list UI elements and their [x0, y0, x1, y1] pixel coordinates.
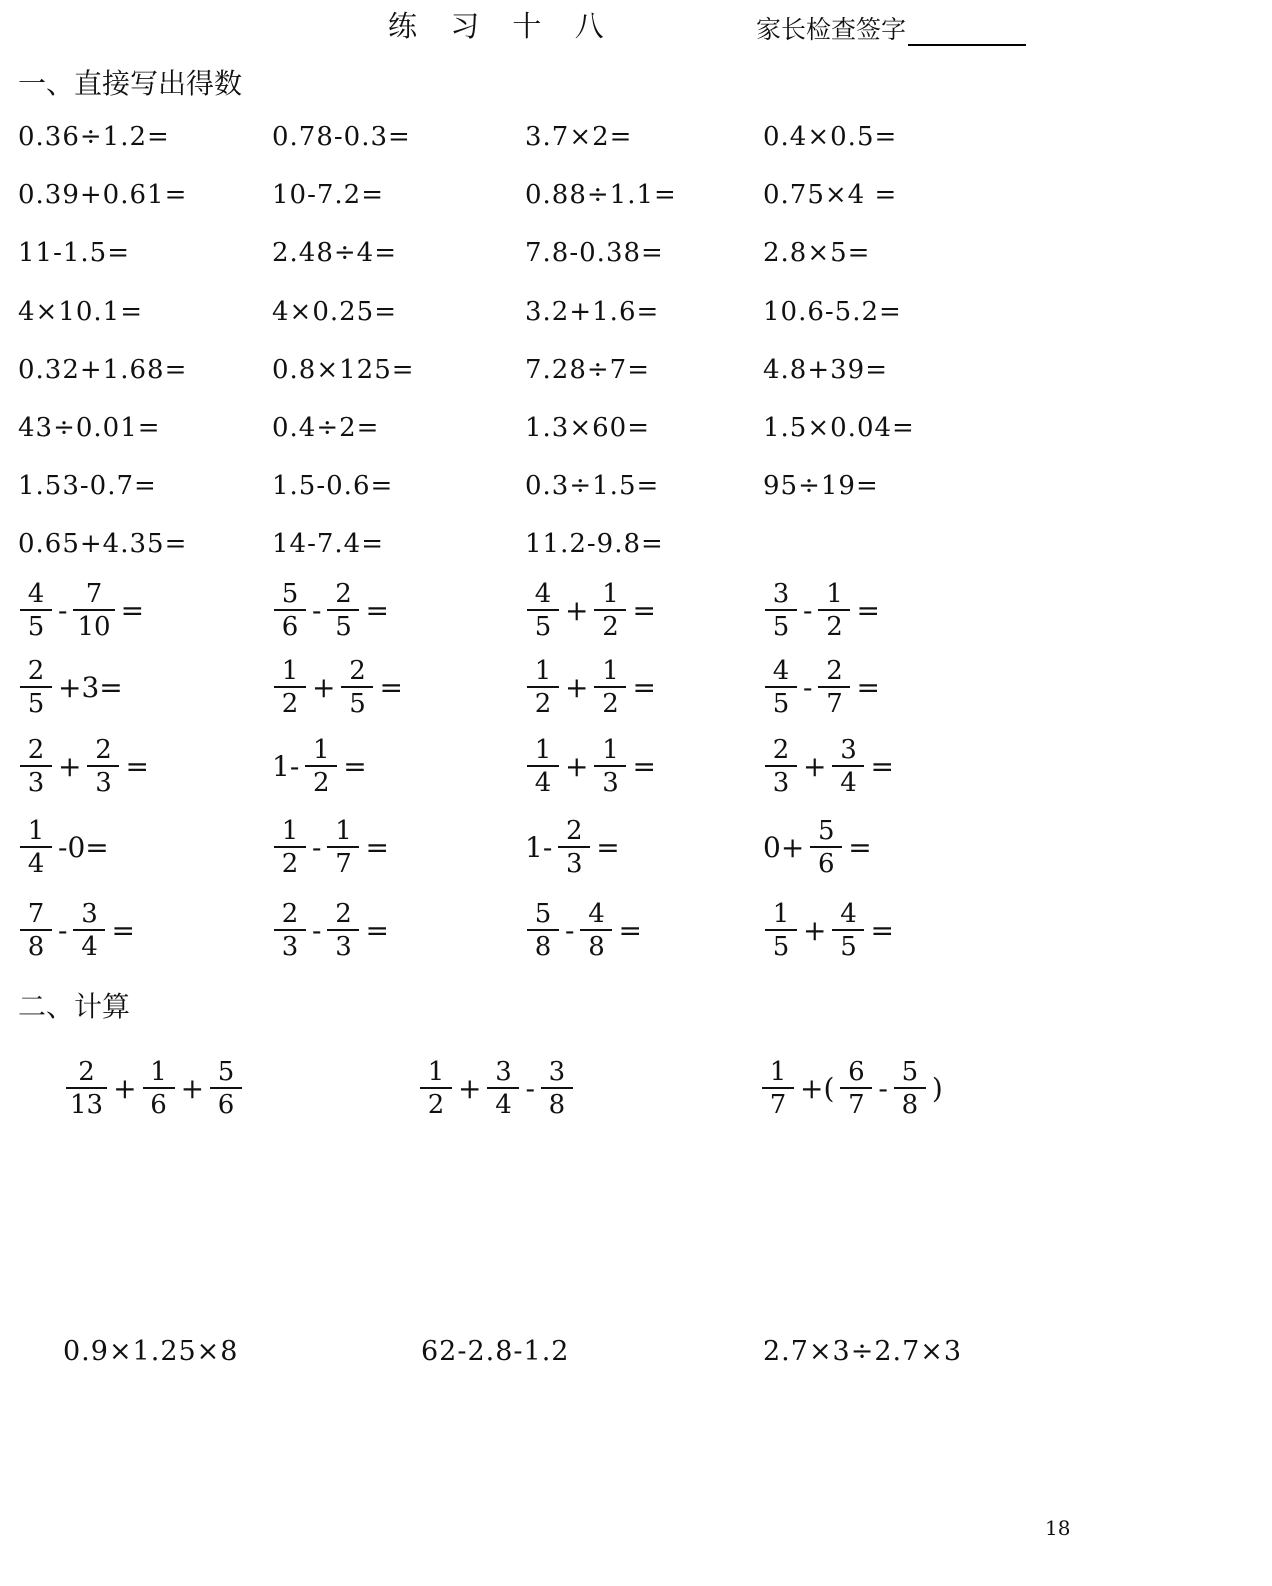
fraction — [818, 655, 850, 719]
operator: = — [632, 593, 656, 627]
denominator: 3 — [20, 765, 52, 796]
fraction — [66, 1056, 107, 1120]
numerator: 5 — [818, 815, 835, 846]
denominator: 3 — [87, 765, 119, 796]
fraction — [894, 1056, 926, 1120]
problem-item: 11.2-9.8= — [525, 529, 664, 560]
denominator: 5 — [765, 609, 797, 640]
fraction — [487, 1056, 519, 1120]
fraction — [420, 1056, 452, 1120]
denominator: 8 — [527, 929, 559, 960]
operator: - — [565, 913, 575, 947]
fraction — [274, 898, 306, 962]
fraction — [840, 1056, 872, 1120]
denominator: 4 — [832, 765, 864, 796]
numerator: 3 — [495, 1056, 512, 1087]
parent-signature — [756, 10, 1026, 46]
calc-problem: 0.9×1.25×8 — [63, 1336, 239, 1367]
operator: + — [565, 593, 589, 627]
numerator: 1 — [281, 815, 299, 846]
denominator: 5 — [527, 609, 559, 640]
problem-item: 1.5×0.04= — [763, 413, 915, 443]
denominator: 4 — [20, 846, 52, 877]
problem-item: 0.39+0.61= — [18, 180, 188, 211]
problem-item: 14-7.4= — [272, 529, 385, 560]
fraction — [305, 734, 337, 798]
denominator: 6 — [210, 1087, 242, 1118]
denominator: 2 — [594, 609, 626, 640]
operator: - — [312, 913, 322, 947]
fraction — [274, 655, 306, 719]
operator: + — [803, 913, 827, 947]
operator: - — [803, 593, 813, 627]
denominator: 8 — [541, 1087, 573, 1118]
calc-problem: 62-2.8-1.2 — [421, 1336, 570, 1367]
denominator: 2 — [818, 609, 850, 640]
fraction-problem — [761, 727, 896, 805]
fraction — [20, 815, 52, 879]
numerator: 3 — [548, 1056, 566, 1087]
denominator: 4 — [487, 1087, 519, 1118]
page-title: 练 习 十 八 — [388, 9, 616, 43]
fraction — [765, 898, 797, 962]
numerator: 1 — [281, 655, 299, 686]
operator: 1- — [272, 749, 300, 783]
fraction — [210, 1056, 242, 1120]
fraction-problem — [761, 891, 896, 969]
fraction — [327, 898, 359, 962]
problem-item: 0.65+4.35= — [18, 529, 188, 560]
operator: + — [458, 1071, 482, 1105]
denominator: 13 — [66, 1087, 107, 1118]
operator: 1- — [525, 830, 553, 864]
fraction — [527, 655, 559, 719]
problem-item: 0.78-0.3= — [272, 122, 411, 152]
numerator: 2 — [95, 734, 112, 765]
problem-item: 2.8×5= — [763, 238, 871, 269]
signature-line[interactable] — [908, 22, 1026, 46]
problem-item: 7.28÷7= — [525, 354, 651, 385]
operator: + — [312, 670, 336, 704]
numerator: 1 — [602, 734, 619, 765]
denominator: 2 — [527, 686, 559, 717]
fraction-problem — [523, 648, 658, 726]
denominator: 8 — [580, 929, 612, 960]
operator: - — [803, 670, 813, 704]
fraction-problem — [16, 727, 151, 805]
numerator: 1 — [27, 815, 45, 846]
numerator: 3 — [772, 578, 790, 609]
numerator: 4 — [588, 898, 605, 929]
fraction-problem — [16, 808, 111, 886]
operator: = — [856, 593, 880, 627]
denominator: 2 — [274, 846, 306, 877]
numerator: 1 — [335, 815, 352, 846]
fraction — [527, 898, 559, 962]
numerator: 2 — [349, 655, 366, 686]
operator: = — [365, 830, 389, 864]
fraction — [73, 898, 105, 962]
operator: + — [803, 749, 827, 783]
numerator: 1 — [602, 655, 619, 686]
numerator: 2 — [335, 578, 352, 609]
denominator: 2 — [420, 1087, 452, 1118]
problem-item: 4.8+39= — [763, 354, 889, 385]
fraction — [20, 734, 52, 798]
fraction — [341, 655, 373, 719]
numerator: 4 — [772, 655, 790, 686]
operator: = — [870, 913, 894, 947]
fraction — [558, 815, 590, 879]
fraction — [20, 655, 52, 719]
denominator: 2 — [594, 686, 626, 717]
numerator: 5 — [217, 1056, 235, 1087]
operator: - — [58, 913, 68, 947]
operator: ) — [931, 1071, 943, 1105]
calc-problem: 2.7×3÷2.7×3 — [763, 1336, 963, 1367]
operator: - — [312, 593, 322, 627]
denominator: 2 — [274, 686, 306, 717]
denominator: 3 — [765, 765, 797, 796]
numerator: 1 — [826, 578, 843, 609]
denominator: 6 — [810, 846, 842, 877]
numerator: 2 — [27, 734, 45, 765]
section-2-title: 二、计算 — [18, 990, 131, 1023]
fraction — [765, 655, 797, 719]
numerator: 7 — [27, 898, 45, 929]
fraction — [594, 734, 626, 798]
fraction — [527, 578, 559, 642]
fraction — [327, 815, 359, 879]
problem-item: 3.2+1.6= — [525, 296, 660, 327]
problem-item: 0.36÷1.2= — [18, 122, 170, 152]
problem-item: 1.53-0.7= — [18, 471, 157, 502]
numerator: 1 — [313, 734, 330, 765]
denominator: 6 — [143, 1087, 175, 1118]
calc-problem — [758, 1049, 945, 1127]
denominator: 5 — [327, 609, 359, 640]
fraction-problem — [523, 727, 658, 805]
operator: = — [596, 830, 620, 864]
numerator: 1 — [150, 1056, 167, 1087]
signature-label: 家长检查签字 — [756, 15, 907, 44]
fraction-problem — [523, 891, 644, 969]
problem-item: 0.8×125= — [272, 354, 415, 385]
fraction — [541, 1056, 573, 1120]
denominator: 7 — [818, 686, 850, 717]
fraction — [765, 578, 797, 642]
denominator: 6 — [274, 609, 306, 640]
fraction-problem — [523, 571, 658, 649]
fraction — [20, 578, 52, 642]
operator: + — [565, 749, 589, 783]
denominator: 5 — [341, 686, 373, 717]
problem-item: 0.75×4 = — [763, 180, 898, 211]
operator: = — [365, 913, 389, 947]
fraction-problem — [270, 891, 391, 969]
fraction-problem — [270, 808, 391, 886]
fraction — [594, 655, 626, 719]
problem-item: 1.5-0.6= — [272, 471, 394, 502]
denominator: 2 — [305, 765, 337, 796]
fraction — [87, 734, 119, 798]
operator: = — [856, 670, 880, 704]
operator: = — [848, 830, 872, 864]
numerator: 2 — [772, 734, 790, 765]
denominator: 5 — [20, 609, 52, 640]
fraction-problem — [270, 727, 369, 805]
fraction — [832, 734, 864, 798]
problem-item: 4×0.25= — [272, 296, 398, 327]
numerator: 1 — [534, 655, 552, 686]
operator: = — [379, 670, 403, 704]
fraction-problem — [16, 648, 125, 726]
operator: - — [878, 1071, 888, 1105]
calc-problem — [416, 1049, 577, 1127]
operator: -0= — [58, 830, 109, 864]
fraction — [274, 815, 306, 879]
denominator: 8 — [20, 929, 52, 960]
fraction — [762, 1056, 794, 1120]
fraction — [594, 578, 626, 642]
operator: = — [125, 749, 149, 783]
fraction — [580, 898, 612, 962]
numerator: 1 — [427, 1056, 445, 1087]
fraction-problem — [761, 808, 874, 886]
numerator: 5 — [534, 898, 552, 929]
operator: = — [365, 593, 389, 627]
numerator: 4 — [840, 898, 857, 929]
numerator: 4 — [534, 578, 552, 609]
fraction — [20, 898, 52, 962]
denominator: 5 — [765, 929, 797, 960]
operator: = — [618, 913, 642, 947]
problem-item: 95÷19= — [763, 471, 879, 502]
fraction-problem — [761, 648, 882, 726]
numerator: 1 — [769, 1056, 787, 1087]
fraction-problem — [16, 571, 146, 649]
operator: +( — [800, 1071, 835, 1105]
denominator: 7 — [327, 846, 359, 877]
operator: - — [312, 830, 322, 864]
page-number: 18 — [1045, 1516, 1071, 1540]
problem-item: 4×10.1= — [18, 296, 144, 327]
numerator: 1 — [772, 898, 790, 929]
fraction — [765, 734, 797, 798]
problem-item: 11-1.5= — [18, 238, 131, 269]
numerator: 2 — [78, 1056, 95, 1087]
fraction-problem — [16, 891, 137, 969]
denominator: 3 — [558, 846, 590, 877]
denominator: 7 — [762, 1087, 794, 1118]
problem-item: 3.7×2= — [525, 122, 633, 152]
problem-item: 7.8-0.38= — [525, 238, 664, 269]
fraction — [810, 815, 842, 879]
fraction-problem — [270, 571, 391, 649]
operator: 0+ — [763, 830, 805, 864]
operator: = — [870, 749, 894, 783]
numerator: 3 — [840, 734, 857, 765]
denominator: 4 — [73, 929, 105, 960]
operator: = — [632, 749, 656, 783]
problem-item: 1.3×60= — [525, 413, 651, 443]
denominator: 7 — [840, 1087, 872, 1118]
numerator: 6 — [848, 1056, 865, 1087]
denominator: 3 — [327, 929, 359, 960]
numerator: 5 — [281, 578, 299, 609]
denominator: 5 — [765, 686, 797, 717]
problem-item: 0.3÷1.5= — [525, 471, 660, 502]
numerator: 7 — [85, 578, 103, 609]
operator: + — [113, 1071, 137, 1105]
numerator: 5 — [901, 1056, 919, 1087]
numerator: 1 — [602, 578, 619, 609]
operator: + — [180, 1071, 205, 1105]
operator: = — [111, 913, 135, 947]
fraction-problem — [523, 808, 622, 886]
numerator: 2 — [566, 815, 583, 846]
denominator: 3 — [594, 765, 626, 796]
problem-item: 0.32+1.68= — [18, 354, 188, 385]
numerator: 4 — [27, 578, 45, 609]
numerator: 1 — [534, 734, 552, 765]
fraction-problem — [270, 648, 405, 726]
denominator: 3 — [274, 929, 306, 960]
problem-item: 10-7.2= — [272, 180, 385, 211]
problem-item: 0.4×0.5= — [763, 122, 898, 152]
problem-item: 2.48÷4= — [272, 238, 398, 269]
section-1-title: 一、直接写出得数 — [18, 67, 243, 100]
operator: = — [343, 749, 367, 783]
operator: +3= — [58, 670, 123, 704]
problem-item: 10.6-5.2= — [763, 296, 902, 327]
fraction-problem — [761, 571, 882, 649]
operator: = — [632, 670, 656, 704]
fraction — [527, 734, 559, 798]
denominator: 5 — [20, 686, 52, 717]
calc-problem — [62, 1049, 246, 1127]
operator: + — [565, 670, 589, 704]
fraction — [274, 578, 306, 642]
fraction — [832, 898, 864, 962]
fraction — [818, 578, 850, 642]
operator: - — [525, 1071, 535, 1105]
problem-item: 0.4÷2= — [272, 413, 380, 443]
problem-item: 43÷0.01= — [18, 413, 161, 443]
fraction — [327, 578, 359, 642]
operator: + — [58, 749, 82, 783]
denominator: 8 — [894, 1087, 926, 1118]
operator: = — [120, 593, 145, 627]
numerator: 2 — [335, 898, 352, 929]
numerator: 3 — [81, 898, 98, 929]
denominator: 5 — [832, 929, 864, 960]
numerator: 2 — [826, 655, 843, 686]
operator: - — [58, 593, 68, 627]
fraction — [73, 578, 114, 642]
denominator: 4 — [527, 765, 559, 796]
numerator: 2 — [27, 655, 45, 686]
fraction — [143, 1056, 175, 1120]
problem-item: 0.88÷1.1= — [525, 180, 677, 211]
numerator: 2 — [281, 898, 299, 929]
denominator: 10 — [73, 609, 114, 640]
